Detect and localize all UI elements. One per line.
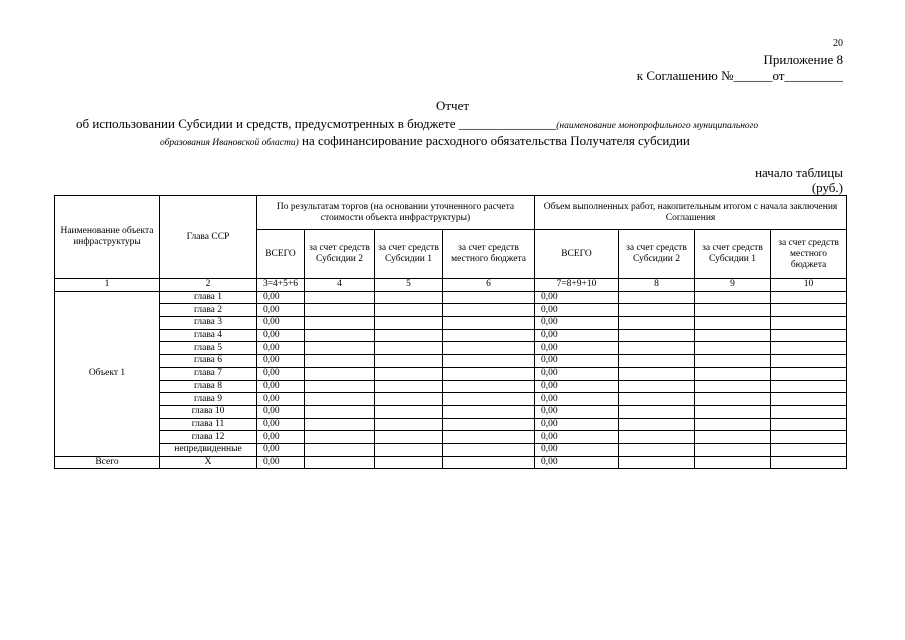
chapter-cell: непредвиденные [160, 443, 257, 456]
empty-cell [771, 393, 847, 406]
empty-cell [619, 393, 695, 406]
table-caption [755, 165, 843, 195]
empty-cell [771, 355, 847, 368]
column-number-row [55, 279, 847, 292]
empty-cell [443, 431, 535, 444]
subtitle-main: об использовании Субсидии и средств, предусмотренных в бюджете _______________ [76, 116, 557, 131]
total2-cell: 0,00 [535, 291, 619, 304]
col-number: 1 [55, 279, 160, 292]
report-subtitle-line2 [160, 133, 690, 149]
total-chapter: Х [160, 456, 257, 469]
empty-cell [443, 304, 535, 317]
empty-cell [619, 355, 695, 368]
agreement-line: к Соглашению №______от_________ [636, 68, 843, 83]
total-cell: 0,00 [257, 418, 305, 431]
report-table [54, 195, 847, 469]
empty-cell [443, 456, 535, 469]
empty-cell [695, 304, 771, 317]
empty-cell [619, 329, 695, 342]
header-sub2: за счет средств Субсидии 2 [305, 230, 375, 279]
empty-cell [443, 367, 535, 380]
empty-cell [305, 355, 375, 368]
empty-cell [619, 317, 695, 330]
empty-cell [695, 418, 771, 431]
total2-cell: 0,00 [535, 367, 619, 380]
empty-cell [771, 329, 847, 342]
empty-cell [695, 342, 771, 355]
total2-cell: 0,00 [535, 317, 619, 330]
col-number: 7=8+9+10 [535, 279, 619, 292]
empty-cell [695, 329, 771, 342]
table-row [55, 367, 847, 380]
empty-cell [305, 342, 375, 355]
table-row [55, 329, 847, 342]
col-number: 4 [305, 279, 375, 292]
col-number: 9 [695, 279, 771, 292]
header-local: за счет средств местного бюджета [443, 230, 535, 279]
empty-cell [443, 418, 535, 431]
chapter-cell: глава 6 [160, 355, 257, 368]
total2-cell: 0,00 [535, 329, 619, 342]
chapter-cell: глава 1 [160, 291, 257, 304]
total2-cell: 0,00 [535, 380, 619, 393]
empty-cell [305, 291, 375, 304]
total-cell: 0,00 [257, 393, 305, 406]
empty-cell [619, 304, 695, 317]
empty-cell [375, 367, 443, 380]
chapter-cell: глава 2 [160, 304, 257, 317]
empty-cell [305, 456, 375, 469]
object-name-cell: Объект 1 [55, 291, 160, 456]
empty-cell [695, 317, 771, 330]
empty-cell [443, 291, 535, 304]
empty-cell [695, 355, 771, 368]
chapter-cell: глава 10 [160, 405, 257, 418]
empty-cell [695, 431, 771, 444]
subtitle-note-b: образования Ивановской области) [160, 138, 299, 148]
col-number: 2 [160, 279, 257, 292]
total-cell: 0,00 [257, 317, 305, 330]
empty-cell [771, 405, 847, 418]
empty-cell [443, 380, 535, 393]
empty-cell [375, 317, 443, 330]
empty-cell [619, 405, 695, 418]
empty-cell [771, 431, 847, 444]
col-number: 8 [619, 279, 695, 292]
header-chapter: Глава ССР [160, 196, 257, 279]
empty-cell [619, 443, 695, 456]
empty-cell [695, 291, 771, 304]
empty-cell [619, 291, 695, 304]
total-cell: 0,00 [257, 380, 305, 393]
header-row-1 [55, 196, 847, 230]
empty-cell [695, 405, 771, 418]
empty-cell [305, 380, 375, 393]
empty-cell [695, 443, 771, 456]
empty-cell [443, 342, 535, 355]
empty-cell [771, 380, 847, 393]
table-row [55, 380, 847, 393]
empty-cell [771, 443, 847, 456]
total-cell: 0,00 [257, 329, 305, 342]
empty-cell [375, 329, 443, 342]
empty-cell [619, 342, 695, 355]
total-cell: 0,00 [257, 405, 305, 418]
total-label: Всего [55, 456, 160, 469]
total-cell: 0,00 [257, 342, 305, 355]
table-row [55, 405, 847, 418]
header-work: Объем выполненных работ, накопительным итогом с начала заключения Соглашения [535, 196, 847, 230]
empty-cell [375, 380, 443, 393]
empty-cell [443, 405, 535, 418]
empty-cell [375, 431, 443, 444]
total-cell: 0,00 [257, 304, 305, 317]
empty-cell [619, 380, 695, 393]
empty-cell [619, 418, 695, 431]
table-row [55, 317, 847, 330]
empty-cell [695, 367, 771, 380]
empty-cell [771, 367, 847, 380]
empty-cell [375, 418, 443, 431]
total-cell: 0,00 [257, 443, 305, 456]
empty-cell [443, 393, 535, 406]
empty-cell [695, 393, 771, 406]
empty-cell [375, 304, 443, 317]
empty-cell [443, 317, 535, 330]
table-start-label: начало таблицы [755, 165, 843, 180]
empty-cell [771, 304, 847, 317]
empty-cell [375, 443, 443, 456]
empty-cell [695, 380, 771, 393]
empty-cell [305, 317, 375, 330]
total2-cell: 0,00 [535, 304, 619, 317]
total2-cell: 0,00 [535, 418, 619, 431]
table-row [55, 393, 847, 406]
header-total: ВСЕГО [257, 230, 305, 279]
empty-cell [771, 342, 847, 355]
total2-cell: 0,00 [535, 342, 619, 355]
header-tender: По результатам торгов (на основании уточненного расчета стоимости объекта инфраструктуры) [257, 196, 535, 230]
empty-cell [375, 291, 443, 304]
empty-cell [619, 456, 695, 469]
table-row [55, 355, 847, 368]
empty-cell [375, 355, 443, 368]
empty-cell [305, 304, 375, 317]
empty-cell [443, 329, 535, 342]
empty-cell [771, 418, 847, 431]
total2-cell: 0,00 [535, 355, 619, 368]
table-row [55, 304, 847, 317]
subtitle-tail: на софинансирование расходного обязательства Получателя субсидии [298, 133, 690, 148]
table-row [55, 342, 847, 355]
empty-cell [375, 405, 443, 418]
table-row [55, 443, 847, 456]
total-cell: 0,00 [257, 291, 305, 304]
empty-cell [305, 393, 375, 406]
total2-cell: 0,00 [535, 431, 619, 444]
total-cell: 0,00 [257, 431, 305, 444]
total-sum: 0,00 [257, 456, 305, 469]
chapter-cell: глава 3 [160, 317, 257, 330]
currency-label: (руб.) [811, 180, 843, 195]
subtitle-note-a: (наименование монопрофильного муниципального [556, 121, 759, 131]
empty-cell [375, 393, 443, 406]
col-number: 3=4+5+6 [257, 279, 305, 292]
chapter-cell: глава 11 [160, 418, 257, 431]
chapter-cell: глава 9 [160, 393, 257, 406]
empty-cell [619, 431, 695, 444]
header-sub1b: за счет средств Субсидии 1 [695, 230, 771, 279]
report-subtitle [76, 116, 758, 132]
total2-cell: 0,00 [535, 405, 619, 418]
page-number: 20 [833, 38, 843, 49]
col-number: 5 [375, 279, 443, 292]
empty-cell [771, 317, 847, 330]
empty-cell [305, 431, 375, 444]
chapter-cell: глава 12 [160, 431, 257, 444]
empty-cell [619, 367, 695, 380]
total2-cell: 0,00 [535, 393, 619, 406]
chapter-cell: глава 8 [160, 380, 257, 393]
total-sum2: 0,00 [535, 456, 619, 469]
chapter-cell: глава 5 [160, 342, 257, 355]
header-total2: ВСЕГО [535, 230, 619, 279]
total2-cell: 0,00 [535, 443, 619, 456]
total-row [55, 456, 847, 469]
empty-cell [771, 291, 847, 304]
empty-cell [305, 367, 375, 380]
empty-cell [443, 355, 535, 368]
table-row [55, 431, 847, 444]
total-cell: 0,00 [257, 367, 305, 380]
total-cell: 0,00 [257, 355, 305, 368]
header-sub2b: за счет средств Субсидии 2 [619, 230, 695, 279]
table-row [55, 291, 847, 304]
chapter-cell: глава 4 [160, 329, 257, 342]
empty-cell [771, 456, 847, 469]
header-sub1: за счет средств Субсидии 1 [375, 230, 443, 279]
report-title: Отчет [435, 98, 470, 113]
header-object: Наименование объекта инфраструктуры [55, 196, 160, 279]
empty-cell [695, 456, 771, 469]
empty-cell [305, 418, 375, 431]
empty-cell [375, 456, 443, 469]
col-number: 6 [443, 279, 535, 292]
table-row [55, 418, 847, 431]
empty-cell [305, 405, 375, 418]
header-localb: за счет средств местного бюджета [771, 230, 847, 279]
col-number: 10 [771, 279, 847, 292]
empty-cell [443, 443, 535, 456]
chapter-cell: глава 7 [160, 367, 257, 380]
empty-cell [305, 443, 375, 456]
appendix-label: Приложение 8 [763, 52, 843, 67]
empty-cell [305, 329, 375, 342]
empty-cell [375, 342, 443, 355]
